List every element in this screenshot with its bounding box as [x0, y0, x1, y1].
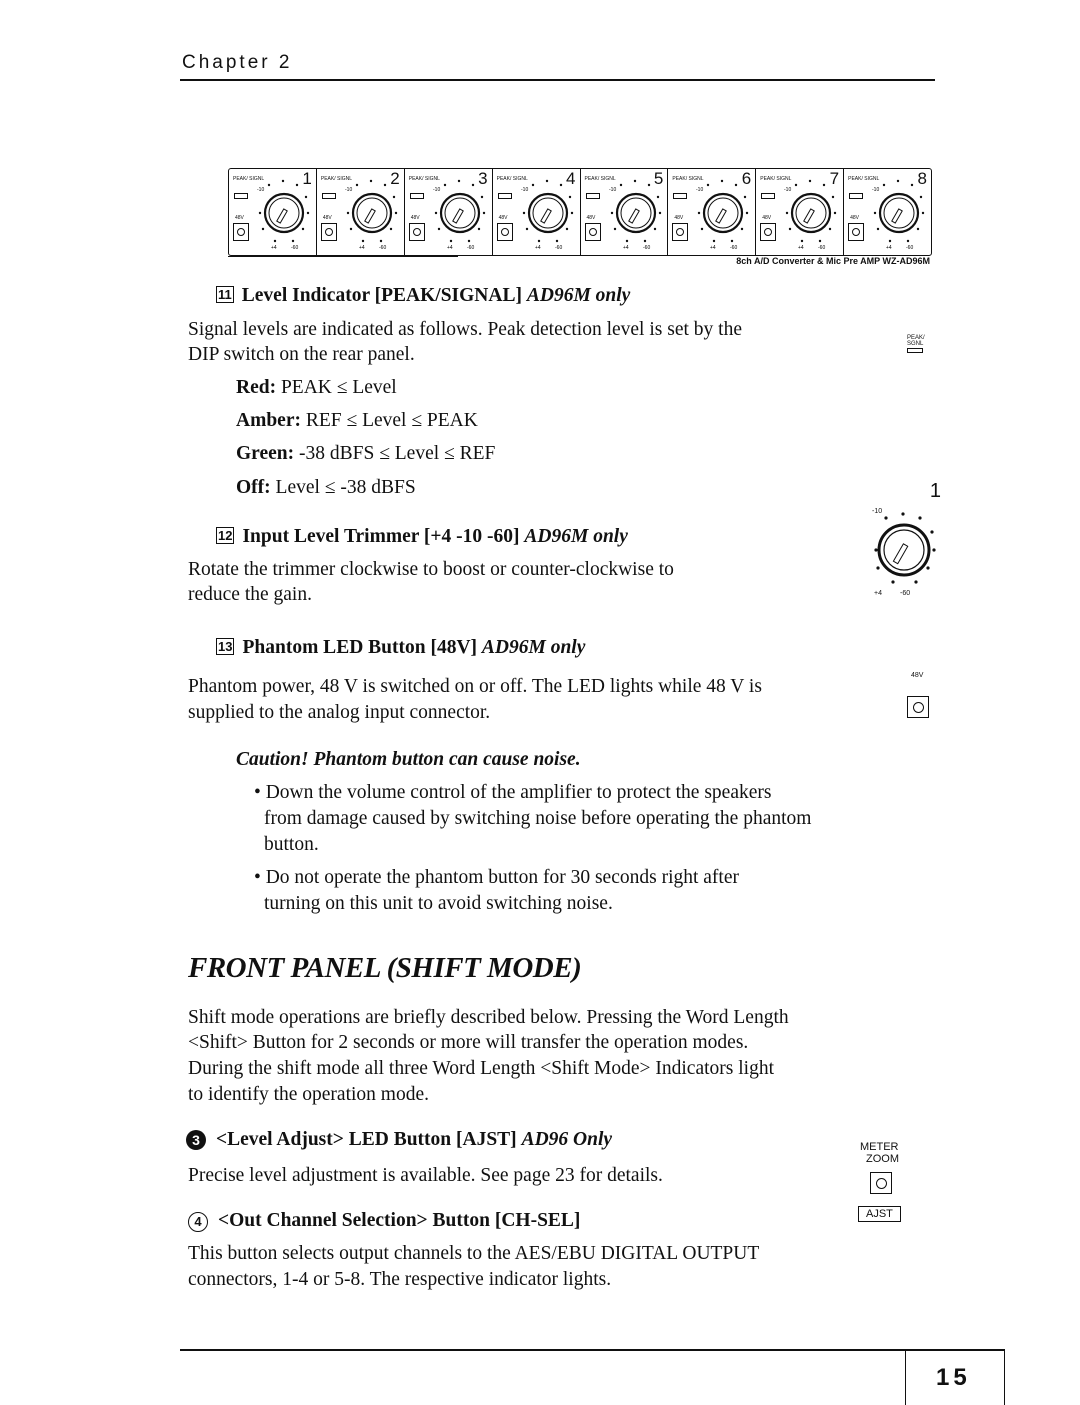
phantom-label: 48V [322, 215, 332, 221]
body-text: Rotate the trimmer clockwise to boost or counter-clockwise to [188, 559, 674, 580]
phantom-label: 48V [498, 215, 508, 221]
zoom-label: ZOOM [866, 1153, 899, 1165]
svg-text:-10: -10 [257, 187, 265, 193]
bullet-text: • Do not operate the phantom button for 30 seconds right after [254, 867, 739, 888]
section-number: 3 [186, 1130, 206, 1150]
panel-channel [404, 169, 492, 255]
svg-text:-10: -10 [432, 187, 440, 193]
svg-text:-10: -10 [696, 187, 704, 193]
section-number: 4 [188, 1212, 208, 1232]
trimmer-knob [343, 177, 399, 251]
header-rule [180, 79, 935, 81]
level-key: Red: [236, 377, 277, 398]
level-key: Green: [236, 443, 295, 464]
phantom-label: 48V [674, 215, 684, 221]
svg-text:-10: -10 [344, 187, 353, 193]
peak-signal-label: PEAK/ SIGNL [233, 176, 265, 182]
body-text: connectors, 1-4 or 5-8. The respective indicator lights. [188, 1269, 612, 1290]
body-text: Shift mode operations are briefly described below. Pressing the Word Length [188, 1007, 789, 1028]
svg-text:+4: +4 [798, 245, 804, 251]
bullet-text: turning on this unit to avoid switching noise. [264, 893, 613, 914]
section-number: 11 [218, 287, 232, 302]
svg-text:+4: +4 [446, 245, 453, 251]
footer-rule [180, 1349, 1005, 1351]
phantom-button [409, 223, 425, 241]
level-value: Level ≤ -38 dBFS [275, 477, 416, 498]
svg-text:-60: -60 [466, 245, 474, 251]
svg-text:-10: -10 [520, 187, 528, 193]
svg-text:+4: +4 [534, 245, 541, 251]
model-note: AD96M only [481, 637, 586, 658]
peak-signal-led [410, 193, 424, 199]
bullet-text: • Down the volume control of the amplifier to protect the speakers [254, 782, 772, 803]
meter-zoom-button-icon [870, 1172, 892, 1194]
section-number: 13 [218, 639, 233, 654]
channel-number: 2 [390, 169, 400, 188]
svg-text:-10: -10 [784, 187, 792, 193]
section-3-heading [186, 1129, 612, 1151]
channel-number: 3 [478, 169, 488, 188]
phantom-label: 48V [850, 215, 860, 221]
peak-signal-label: PEAK/ SIGNL [584, 176, 616, 182]
section-title: Phantom LED Button [48V] [242, 637, 478, 658]
channel-number: 7 [829, 169, 840, 188]
body-text: supplied to the analog input connector. [188, 702, 491, 723]
peak-signal-icon: PEAK/ SGNL [907, 335, 923, 353]
section-heading-front-panel-shift-mode: FRONT PANEL (SHIFT MODE) [188, 952, 582, 984]
phantom-button [497, 223, 513, 241]
phantom-label: 48V [410, 215, 420, 221]
svg-text:-10: -10 [608, 187, 616, 193]
peak-signal-label: PEAK/ SIGNL [848, 176, 880, 182]
body-text: Signal levels are indicated as follows. Peak detection level is set by the [188, 319, 742, 340]
section-13-heading [216, 637, 585, 659]
section-4-heading [188, 1210, 580, 1232]
chapter-header: Chapter 2 [182, 52, 293, 73]
peak-signal-label: PEAK/ SIGNL [672, 176, 704, 182]
peak-signal-led [322, 193, 336, 199]
channel-number: 4 [566, 169, 576, 188]
body-text: reduce the gain. [188, 584, 312, 605]
channel-number: 8 [917, 169, 927, 188]
panel-channel [843, 169, 931, 255]
section-title: Level Indicator [PEAK/SIGNAL] [241, 285, 522, 306]
phantom-label: 48V [586, 215, 596, 221]
channel-number: 6 [741, 169, 752, 188]
front-panel-illustration [228, 168, 932, 256]
panel-caption: 8ch A/D Converter & Mic Pre AMP WZ-AD96M [736, 256, 930, 266]
phantom-label: 48V [235, 215, 244, 221]
trimmer-knob [694, 177, 750, 251]
level-value: -38 dBFS ≤ Level ≤ REF [299, 443, 496, 464]
svg-text:-10: -10 [872, 187, 880, 193]
panel-channel [755, 169, 843, 255]
level-key: Amber: [236, 410, 301, 431]
peak-signal-label: PEAK/ SIGNL [408, 176, 440, 182]
svg-text:-60: -60 [906, 245, 914, 251]
trimmer-knob [255, 177, 311, 251]
phantom-button [672, 223, 688, 241]
section-title: Input Level Trimmer [+4 -10 -60] [242, 526, 520, 547]
peak-signal-label: PEAK/ SIGNL [760, 176, 792, 182]
svg-text:+4: +4 [358, 245, 365, 251]
level-value: PEAK ≤ Level [280, 377, 397, 398]
level-key: Off: [236, 477, 271, 498]
phantom-label: 48V [762, 215, 772, 221]
svg-text:+4: +4 [886, 245, 892, 251]
body-text: <Shift> Button for 2 seconds or more will transfer the operation modes. [188, 1032, 749, 1053]
phantom-button [585, 223, 601, 241]
body-text: Phantom power, 48 V is switched on or off. The LED lights while 48 V is [188, 676, 762, 697]
section-12-heading [216, 526, 628, 548]
phantom-button-icon [907, 696, 929, 718]
model-note: AD96M only [524, 526, 628, 547]
peak-signal-led [673, 193, 687, 199]
svg-text:-60: -60 [818, 245, 826, 251]
peak-signal-label: PEAK/ SIGNL [320, 176, 352, 182]
svg-text:+4: +4 [271, 245, 277, 251]
bullet-text: button. [264, 834, 319, 855]
panel-channel [580, 169, 668, 255]
peak-signal-led [761, 193, 775, 199]
panel-channel [492, 169, 580, 255]
section-number: 12 [218, 528, 233, 543]
svg-text:+4: +4 [710, 245, 717, 251]
section-title: <Out Channel Selection> Button [CH-SEL] [218, 1210, 581, 1231]
phantom-label: 48V [911, 672, 924, 679]
svg-text:-60: -60 [378, 245, 387, 251]
panel-channel [316, 169, 404, 255]
channel-number: 1 [302, 169, 312, 188]
peak-signal-led [849, 193, 863, 199]
model-note: AD96 Only [521, 1129, 613, 1150]
trimmer-knob [870, 177, 926, 251]
meter-label: METER [860, 1141, 899, 1153]
peak-signal-led [498, 193, 512, 199]
svg-text:-60: -60 [730, 245, 738, 251]
body-text: Precise level adjustment is available. See page 23 for details. [188, 1165, 663, 1186]
body-text: DIP switch on the rear panel. [188, 344, 415, 365]
section-11-heading [216, 285, 630, 307]
body-text: During the shift mode all three Word Length <Shift Mode> Indicators light [188, 1058, 774, 1079]
peak-signal-label: PEAK/ SIGNL [496, 176, 528, 182]
trimmer-knob [519, 177, 575, 251]
page-number: 15 [936, 1364, 971, 1391]
trimmer-knob [431, 177, 487, 251]
svg-text:-60: -60 [642, 245, 650, 251]
svg-text:-60: -60 [554, 245, 562, 251]
phantom-button [321, 223, 337, 241]
peak-signal-led [586, 193, 600, 199]
bullet-text: from damage caused by switching noise before operating the phantom [264, 808, 812, 829]
model-note: AD96M only [526, 285, 631, 306]
caution-text: Caution! Phantom button can cause noise. [236, 749, 581, 770]
svg-text:-60: -60 [291, 245, 299, 251]
peak-signal-led [234, 193, 248, 199]
body-text: This button selects output channels to the AES/EBU DIGITAL OUTPUT [188, 1243, 760, 1264]
ajst-button-icon: AJST [858, 1206, 901, 1222]
phantom-button [760, 223, 776, 241]
body-text: to identify the operation mode. [188, 1084, 429, 1105]
section-title: <Level Adjust> LED Button [AJST] [216, 1129, 517, 1150]
level-value: REF ≤ Level ≤ PEAK [305, 410, 478, 431]
panel-channel [229, 169, 316, 255]
svg-text:+4: +4 [622, 245, 629, 251]
panel-rule [228, 256, 458, 257]
phantom-button [233, 223, 249, 241]
panel-channel [667, 169, 755, 255]
channel-number: 5 [653, 169, 664, 188]
page-number-box [905, 1350, 1005, 1405]
trimmer-knob [607, 177, 663, 251]
phantom-button [848, 223, 864, 241]
trimmer-knob-icon: 1 -10 +4 -60 [872, 480, 941, 597]
trimmer-knob [782, 177, 838, 251]
